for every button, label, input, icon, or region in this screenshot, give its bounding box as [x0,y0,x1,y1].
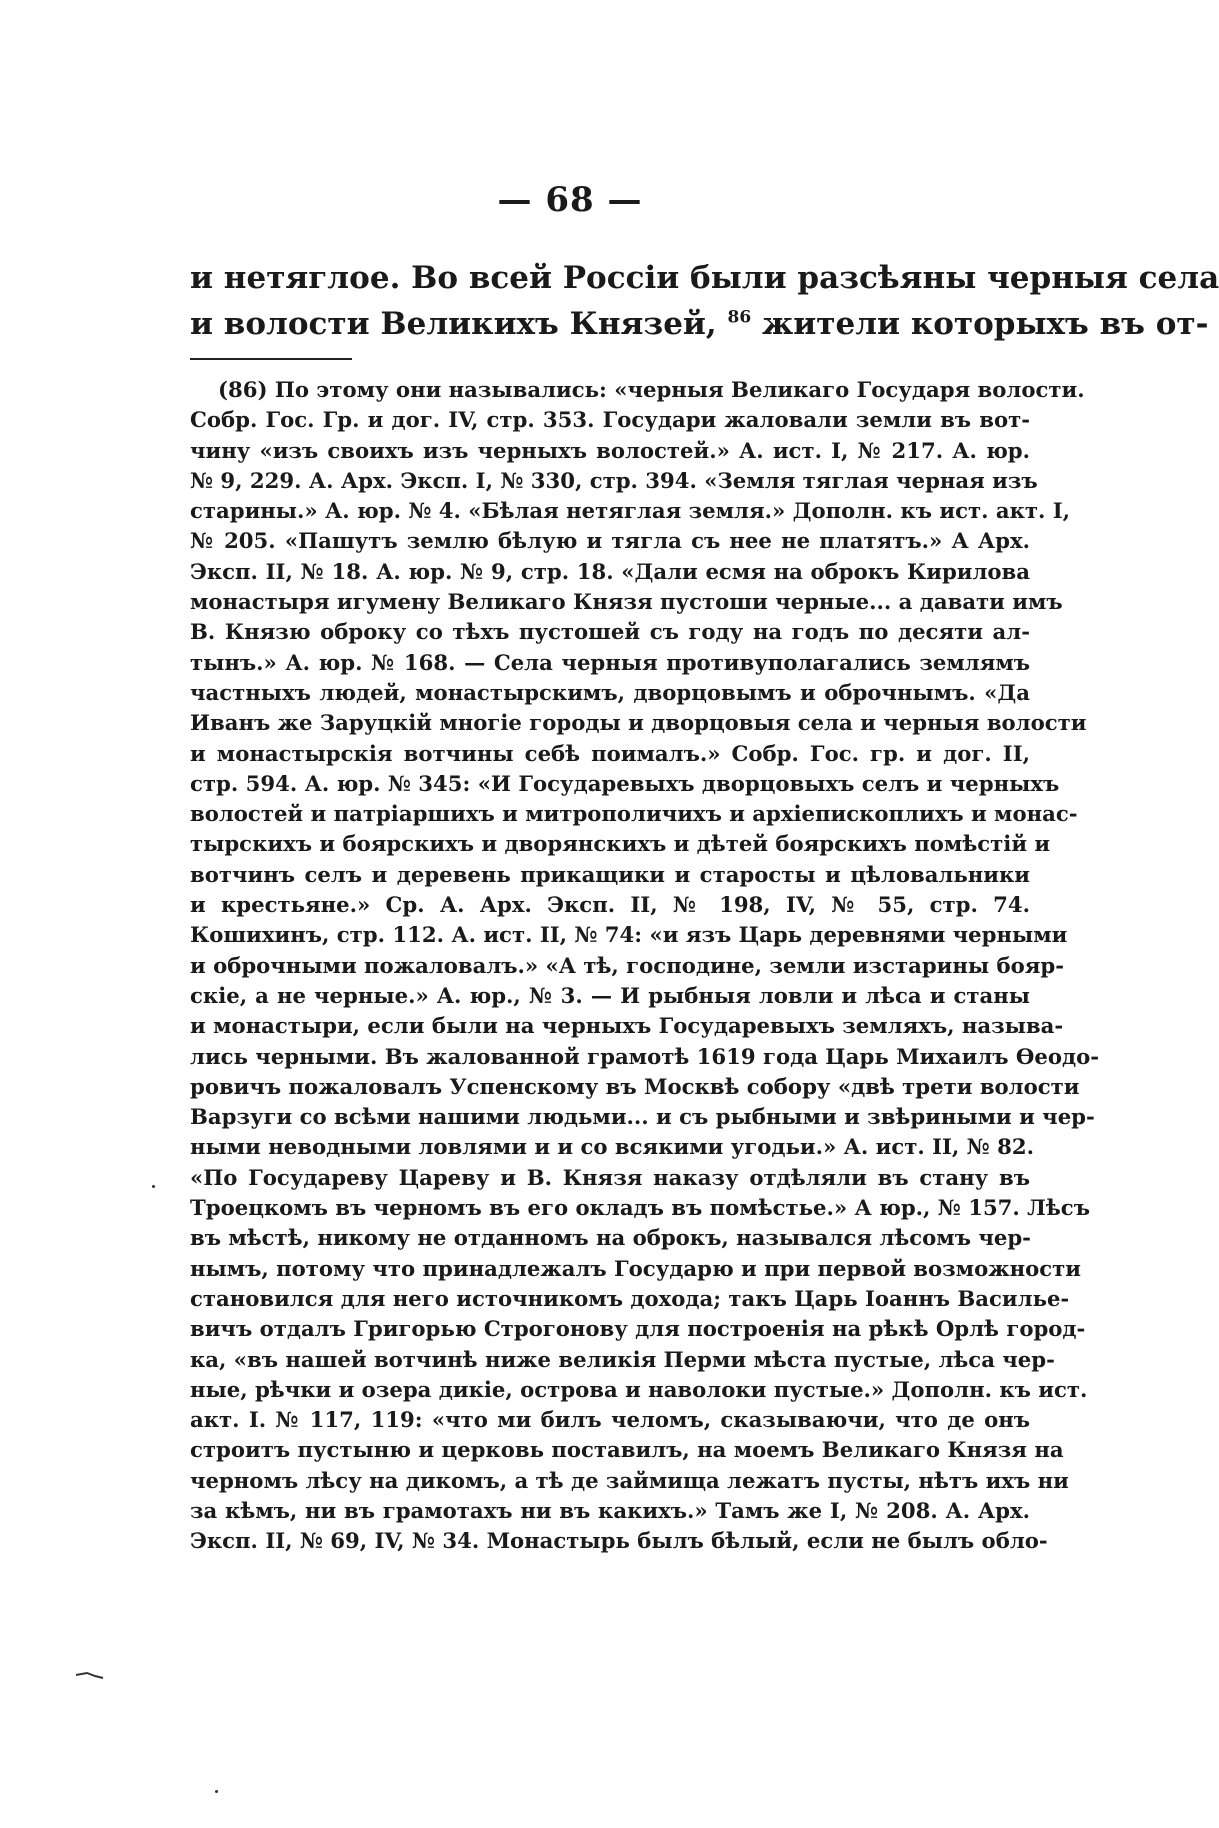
footnote-line: тырскихъ и боярскихъ и дворянскихъ и дѣтей боярскихъ помѣстій и [190,831,1051,857]
ink-smudge [75,1670,105,1680]
footnote-line: тынъ.» А. юр. № 168. — Села черныя противуполагались землямъ [190,649,1030,675]
footnote-line: частныхъ людей, монастырскимъ, дворцовымъ и оброчнымъ. «Да [190,679,1030,705]
footnote-line: за кѣмъ, ни въ грамотахъ ни въ какихъ.» Тамъ же I, № 208. А. Арх. [190,1497,1030,1523]
footnote-line: ными неводными ловлями и и со всякими угодьи.» А. ист. II, № 82. [190,1134,1034,1160]
footnote-line: монастыря игумену Великаго Князя пустоши черные... а давати имъ [190,589,1063,615]
footnote-line: и монастырскія вотчины себѣ поималъ.» Собр. Гос. гр. и дог. II, [190,740,1030,766]
footnote-line: акт. I. № 117, 119: «что ми билъ челомъ, сказываючи, что де онъ [190,1407,1030,1433]
footnote-line: ровичъ пожаловалъ Успенскому въ Москвѣ собору «двѣ трети волости [190,1073,1080,1099]
footnote-line: старины.» А. юр. № 4. «Бѣлая нетяглая земля.» Дополн. къ ист. акт. I, [190,498,1071,524]
footnote-line: ные, рѣчки и озера дикіе, острова и наволоки пустые.» Дополн. къ ист. [190,1376,1088,1402]
footnote-86 [190,375,1100,1557]
footnote-line: Эксп. II, № 18. А. юр. № 9, стр. 18. «Дали есмя на оброкъ Кирилова [190,558,1030,584]
footnote-reference[interactable]: 86 [727,307,752,328]
footnote-line: стр. 594. А. юр. № 345: «И Государевыхъ дворцовыхъ селъ и черныхъ [190,770,1060,796]
stray-mark [215,1790,218,1793]
body-line [190,301,1209,347]
stray-mark [152,1185,155,1188]
page-number: — 68 — [497,180,643,220]
footnote-line: вотчинъ селъ и деревень прикащики и старосты и цѣловальники [190,861,1030,887]
footnote-line: (86) По этому они назывались: «черныя Великаго Государя волости. [218,377,1085,402]
footnote-line: № 205. «Пашутъ землю бѣлую и тягла съ нее не платятъ.» А Арх. [190,528,1030,554]
footnote-line: Кошихинъ, стр. 112. А. ист. II, № 74: «и язъ Царь деревнями черными [190,922,1068,948]
footnote-line: и крестьяне.» Ср. А. Арх. Эксп. II, № 198, IV, № 55, стр. 74. [190,892,1030,918]
body-line: и нетяглое. Во всей Россіи были разсѣяны черныя села [190,260,1219,296]
footnote-line: строитъ пустыню и церковь поставилъ, на моемъ Великаго Князя на [190,1437,1064,1463]
footnote-line: Эксп. II, № 69, IV, № 34. Монастырь былъ бѣлый, если не былъ обло- [190,1528,1048,1554]
footnote-line: Варзуги со всѣми нашими людьми... и съ рыбными и звѣриными и чер- [190,1104,1095,1130]
footnote-line: Иванъ же Заруцкій многіе городы и дворцовыя села и черныя волости [190,710,1087,736]
footnote-line: Троецкомъ въ черномъ въ его окладъ въ помѣстье.» А юр., № 157. Лѣсъ [190,1195,1090,1221]
footnote-separator [190,358,352,360]
footnote-line: вичъ отдалъ Григорью Строгонову для построенія на рѣкѣ Орлѣ город- [190,1316,1086,1342]
footnote-line: № 9, 229. А. Арх. Эксп. I, № 330, стр. 394. «Земля тяглая черная изъ [190,467,1038,493]
footnote-line: Собр. Гос. Гр. и дог. IV, стр. 353. Государи жаловали земли въ вот- [190,407,1030,433]
body-text [190,255,1219,347]
footnote-line: волостей и патріаршихъ и митрополичихъ и архіепископлихъ и монас- [190,801,1078,827]
footnote-line: и оброчными пожаловалъ.» «А тѣ, господине, земли изстарины бояр- [190,952,1065,978]
footnote-line: и монастыри, если были на черныхъ Государевыхъ земляхъ, называ- [190,1013,1064,1039]
footnote-line: скіе, а не черные.» А. юр., № 3. — И рыбныя ловли и лѣса и станы [190,982,1030,1008]
footnote-line: чину «изъ своихъ изъ черныхъ волостей.» А. ист. I, № 217. А. юр. [190,437,1030,463]
footnote-line: въ мѣстѣ, никому не отданномъ на оброкъ, назывался лѣсомъ чер- [190,1225,1031,1251]
body-line-part: и волости Великихъ Князей, [190,306,728,342]
footnote-line: «По Государеву Цареву и В. Князя наказу отдѣляли въ стану въ [190,1164,1030,1190]
body-line-part: жители которыхъ въ от- [751,306,1209,342]
footnote-line: становился для него источникомъ дохода; такъ Царь Іоаннъ Василье- [190,1285,1070,1311]
footnote-line: черномъ лѣсу на дикомъ, а тѣ де займища лежатъ пусты, нѣтъ ихъ ни [190,1467,1069,1493]
footnote-line: В. Князю оброку со тѣхъ пустошей съ году на годъ по десяти ал- [190,619,1030,645]
footnote-line: ка, «въ нашей вотчинѣ ниже великія Перми мѣста пустые, лѣса чер- [190,1346,1055,1372]
footnote-line: нымъ, потому что принадлежалъ Государю и при первой возможности [190,1255,1081,1281]
footnote-line: лись черными. Въ жалованной грамотѣ 1619 года Царь Михаилъ Ѳеодо- [190,1043,1100,1069]
